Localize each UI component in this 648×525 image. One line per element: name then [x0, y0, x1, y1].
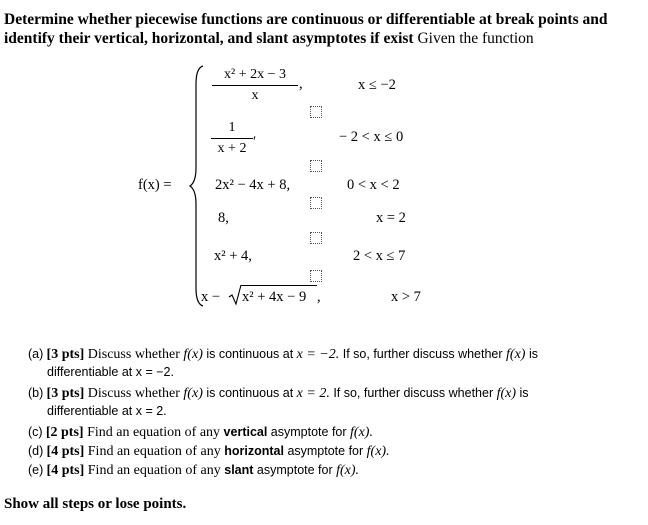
question-label: (a) — [28, 347, 44, 361]
question-a-continuation: differentiable at x = −2. — [47, 365, 174, 379]
piece-2-numerator: 1 — [228, 120, 236, 135]
question-points: [3 pts] — [46, 386, 85, 401]
footer-instruction: Show all steps or lose points. — [4, 496, 187, 512]
question-keyword: vertical — [223, 425, 268, 439]
piece-2-denominator: x + 2 — [217, 141, 247, 156]
piece-1-condition: x ≤ −2 — [358, 77, 396, 93]
question-c: (c) [2 pts] Find an equation of any vertical asymptote for f(x). — [28, 425, 373, 440]
placeholder-box — [310, 232, 322, 244]
piece-2-comma: ′ — [253, 134, 257, 150]
placeholder-box — [310, 106, 322, 118]
piece-6-prefix: x − — [201, 289, 221, 305]
piece-3-condition: 0 < x < 2 — [347, 177, 400, 193]
question-points: [4 pts] — [46, 463, 85, 478]
piece-1-denominator: x — [251, 88, 259, 103]
piece-1-comma: , — [299, 76, 303, 92]
problem-statement — [4, 10, 642, 48]
question-e: (e) [4 pts] Find an equation of any slant asymptote for f(x). — [28, 463, 360, 478]
question-b-continuation: differentiable at x = 2. — [47, 404, 167, 418]
piece-3-expression: 2x² − 4x + 8, — [215, 177, 291, 193]
question-points: [4 pts] — [46, 444, 85, 459]
piece-6-comma: , — [317, 289, 321, 305]
piece-6-radicand: x² + 4x − 9 — [242, 289, 307, 305]
problem-statement-tail: Given the function — [413, 30, 534, 47]
question-keyword: horizontal — [224, 444, 284, 458]
piece-4-condition: x = 2 — [376, 210, 406, 226]
question-a: (a) [3 pts] Discuss whether f(x) is continuous at x = −2. If so, further discuss whether f(x) is — [28, 347, 538, 362]
placeholder-box — [310, 270, 322, 282]
piece-5-expression: x² + 4, — [214, 248, 252, 264]
question-list — [28, 344, 628, 484]
question-label: (b) — [28, 386, 44, 400]
piece-1-fraction — [212, 66, 298, 105]
question-d: (d) [4 pts] Find an equation of any horizontal asymptote for f(x). — [28, 444, 390, 459]
function-name: f(x) = — [138, 177, 172, 193]
problem-statement-bold: Determine whether piecewise functions are continuous or differentiable at break points and identify their vertical, horizontal, and slant asymptotes if exist — [4, 11, 608, 47]
question-label: (d) — [28, 444, 44, 458]
question-label: (e) — [28, 463, 44, 477]
piece-5-condition: 2 < x ≤ 7 — [353, 248, 406, 264]
piece-2-fraction — [211, 119, 253, 158]
left-brace-icon — [188, 64, 206, 308]
piece-2-condition: − 2 < x ≤ 0 — [339, 129, 404, 145]
question-keyword: slant — [224, 463, 254, 477]
piece-4-expression: 8, — [218, 210, 229, 226]
question-points: [2 pts] — [45, 425, 84, 440]
piece-6-condition: x > 7 — [391, 289, 421, 305]
square-root-icon — [228, 284, 242, 306]
question-points: [3 pts] — [46, 347, 85, 362]
question-b: (b) [3 pts] Discuss whether f(x) is continuous at x = 2. If so, further discuss whether f(x) is — [28, 386, 529, 401]
piece-1-numerator: x² + 2x − 3 — [224, 67, 286, 82]
placeholder-box — [310, 197, 322, 209]
question-label: (c) — [28, 425, 43, 439]
placeholder-box — [310, 160, 322, 172]
